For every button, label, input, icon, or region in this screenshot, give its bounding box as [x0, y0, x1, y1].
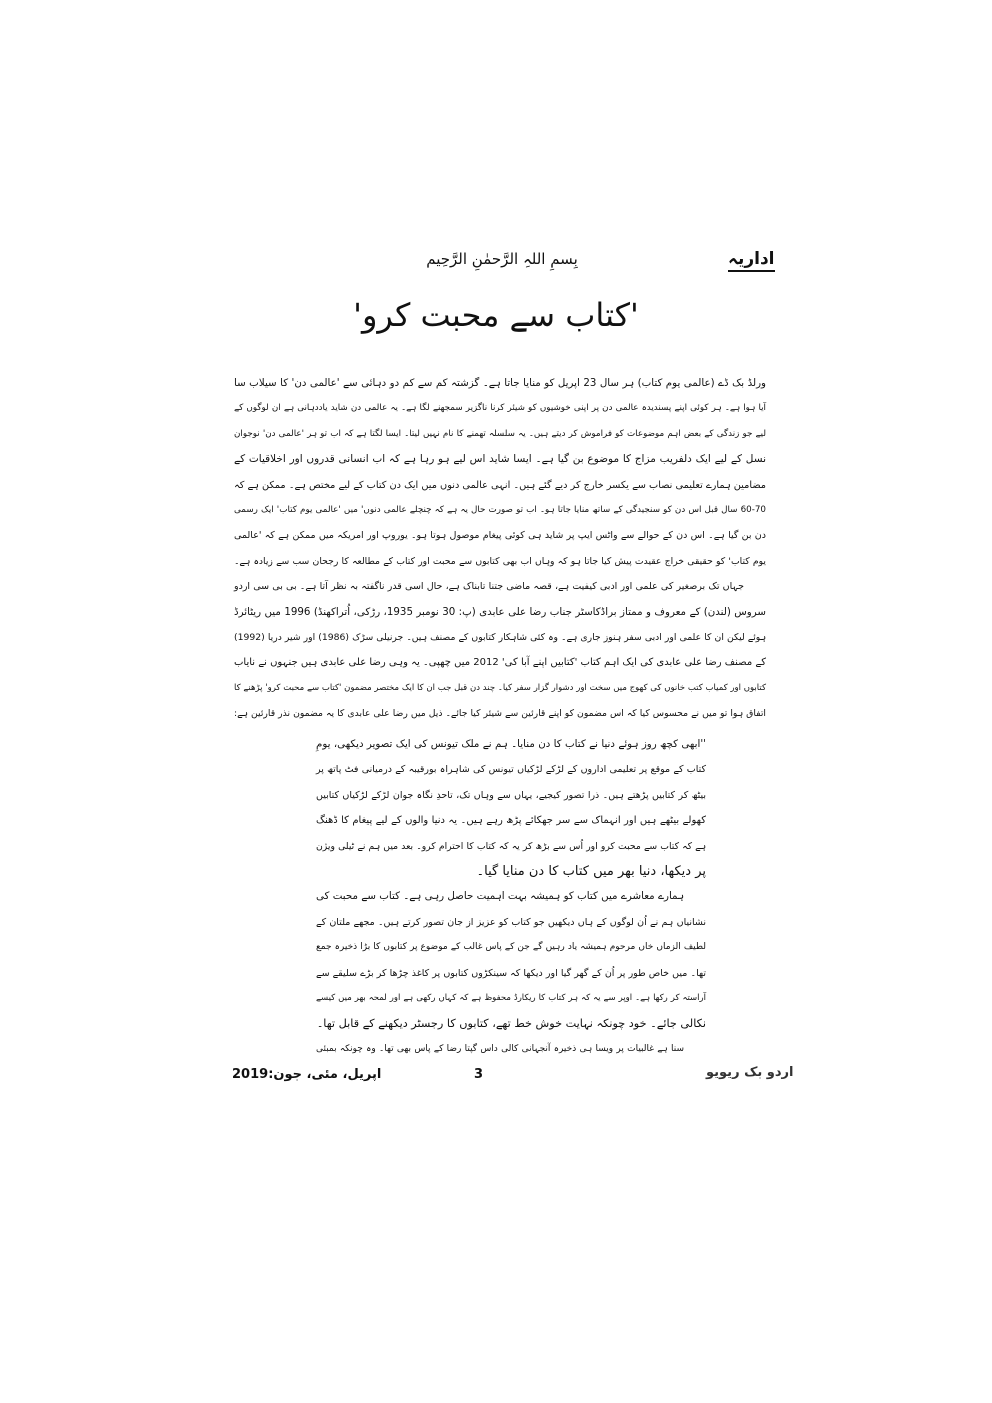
quote-line: کتاب کے موقع پر تعلیمی اداروں کے لڑکے لڑکیاں تیونس کی شاہراہ بورقیبہ کے درمیانی فٹ پاتھ پر: [316, 764, 706, 776]
quoted-excerpt: [316, 732, 706, 1062]
body-line: دن بن گیا ہے۔ اس دن کے حوالے سے واٹس ایپ پر شاید ہی کوئی پیغام موصول ہوتا ہو۔ یوروپ اور امریکہ میں ممکن ہے کہ 'عالمی: [234, 530, 766, 542]
quote-line: کھولے بیٹھے ہیں اور انہماک سے سر جھکائے پڑھ رہے ہیں۔ یہ دنیا والوں کے لیے پیغام کا ڈھنگ: [316, 815, 706, 827]
body-line: ورلڈ بک ڈے (عالمی یوم کتاب) ہر سال 23 اپریل کو منایا جاتا ہے۔ گزشتہ کم سے کم دو دہائی سے 'عالمی دن' کا سیلاب سا: [234, 377, 766, 389]
quote-line: آراستہ کر رکھا ہے۔ اوپر سے یہ کہ ہر کتاب کا ریکارڈ محفوظ ہے کہ کہاں رکھی ہے اور لمحہ بھر میں کیسے: [316, 992, 706, 1003]
article-title: 'کتاب سے محبت کرو': [353, 296, 639, 334]
quote-line: نشانیاں ہم نے اُن لوگوں کے ہاں دیکھیں جو کتاب کو عزیز از جان تصور کرتے ہیں۔ مجھے ملتان کے: [316, 916, 706, 928]
footer-magazine-logo: اردو بک ریویو: [706, 1065, 794, 1080]
body-line: 60-70 سال قبل اس دن کو سنجیدگی کے ساتھ منایا جاتا ہو۔ اب تو صورت حال یہ ہے کہ چنچلے عالمی دنوں' میں 'عالمی یوم کتاب' ایک رسمی: [234, 504, 766, 515]
quote-line: ''ابھی کچھ روز ہوئے دنیا نے کتاب کا دن منایا۔ ہم نے ملک تیونس کی ایک تصویر دیکھی، یومِ: [316, 738, 706, 750]
body-line: مضامین ہمارے تعلیمی نصاب سے یکسر خارج کر دیے گئے ہیں۔ انہی عالمی دنوں میں ایک دن کتاب کے لیے مختص ہے۔ ممکن ہے کہ: [234, 479, 766, 491]
quote-line: پر دیکھا، دنیا بھر میں کتاب کا دن منایا گیا۔: [476, 863, 706, 879]
body-line: نسل کے لیے ایک دلفریب مزاج کا موضوع بن گیا ہے۔ ایسا شاید اس لیے ہو رہا ہے کہ اب انسانی قدروں اور اخلاقیات کے: [234, 453, 766, 466]
quote-line: تھا۔ میں خاص طور پر اُن کے گھر گیا اور دیکھا کہ سینکڑوں کتابوں پر کاغذ چڑھا کر بڑے سلیقے سے: [316, 967, 706, 979]
body-line: آیا ہوا ہے۔ ہر کوئی اپنے پسندیدہ عالمی دن پر اپنی خوشیوں کو شیئر کرنا ناگزیر سمجھنے لگا ہے۔ یہ عالمی دن شاید یاددہانی ہے ان لوگوں کے: [234, 403, 766, 414]
editorial-body: [234, 371, 766, 726]
body-line: کتابوں اور کمیاب کتب خانوں کی کھوج میں سخت اور دشوار گزار سفر کیا۔ چند دن قبل جب ان کا ایک مختصر مضمون 'کتاب سے محبت کرو' پڑھنے کا: [234, 682, 766, 693]
quote-line: بیٹھ کر کتابیں پڑھتے ہیں۔ ذرا تصور کیجیے، یہاں سے وہاں تک، تاحدِ نگاہ جوان لڑکے لڑکیاں کتابیں: [316, 789, 706, 801]
body-line: ہوئے لیکن ان کا علمی اور ادبی سفر ہنوز جاری ہے۔ وہ کئی شاہکار کتابوں کے مصنف ہیں۔ جرنیلی سڑک (1986) اور شیر دریا (1992): [234, 631, 767, 643]
quote-line: ہے کہ کتاب سے محبت کرو اور اُس سے بڑھ کر یہ کہ کتاب کا احترام کرو۔ بعد میں ہم نے ٹیلی ویژن: [316, 840, 706, 852]
body-line: جہاں تک برصغیر کی علمی اور ادبی کیفیت ہے، قصہ ماضی جتنا تابناک ہے، حال اسی قدر ناگفتہ بہ نظر آتا ہے۔ بی بی سی اردو: [234, 581, 744, 593]
footer-page-number: 3: [474, 1067, 484, 1082]
footer-issue-date: اپریل، مئی، جون:2019: [232, 1067, 382, 1082]
body-line: اتفاق ہوا تو میں نے محسوس کیا کہ اس مضمون کو اپنے قارئین سے شیئر کیا جائے۔ ذیل میں رضا علی عابدی کا یہ مضمون نذر قارئین ہے:: [234, 708, 766, 720]
body-line: یوم کتاب' کو حقیقی خراج عقیدت پیش کیا جاتا ہو کہ وہاں اب بھی کتابوں سے محبت اور کتاب کے مطالعہ کا رجحان سب سے زیادہ ہے۔: [234, 555, 766, 567]
body-line: کے مصنف رضا علی عابدی کی ایک اہم کتاب 'کتابیں اپنے آبا کی' 2012 میں چھپی۔ یہ وہی رضا علی عابدی ہیں جنہوں نے نایاب: [234, 657, 767, 669]
section-label: اداریہ: [728, 248, 775, 272]
quote-line: نکالی جائے۔ خود چونکہ نہایت خوش خط تھے، کتابوں کا رجسٹر دیکھنے کے قابل تھا۔: [316, 1017, 706, 1031]
quote-line: ہمارے معاشرے میں کتاب کو ہمیشہ بہت اہمیت حاصل رہی ہے۔ کتاب سے محبت کی: [316, 890, 684, 903]
quote-line: سنا ہے غالبیات پر ویسا ہی ذخیرہ آنجہانی کالی داس گپتا رضا کے پاس بھی تھا۔ وہ چونکہ بمبئی: [316, 1043, 684, 1054]
bismillah-heading: بِسمِ اللہِ الرَّحمٰنِ الرَّحِیم: [426, 250, 578, 268]
body-line: لیے جو زندگی کے بعض اہم موضوعات کو فراموش کر دیتے ہیں۔ یہ سلسلہ تھمنے کا نام نہیں لیتا۔ ایسا لگتا ہے کہ اب تو ہر 'عالمی دن' نوجوان: [234, 428, 766, 439]
body-line: سروس (لندن) کے معروف و ممتاز براڈکاسٹر جناب رضا علی عابدی (پ: 30 نومبر 1935، رڑکی، اُتراکھنڈ) 1996 میں ریٹائرڈ: [234, 605, 766, 618]
quote-line: لطیف الزماں خاں مرحوم ہمیشہ یاد رہیں گے جن کے پاس غالب کے موضوع پر کتابوں کا بڑا ذخیرہ جمع: [316, 942, 706, 953]
